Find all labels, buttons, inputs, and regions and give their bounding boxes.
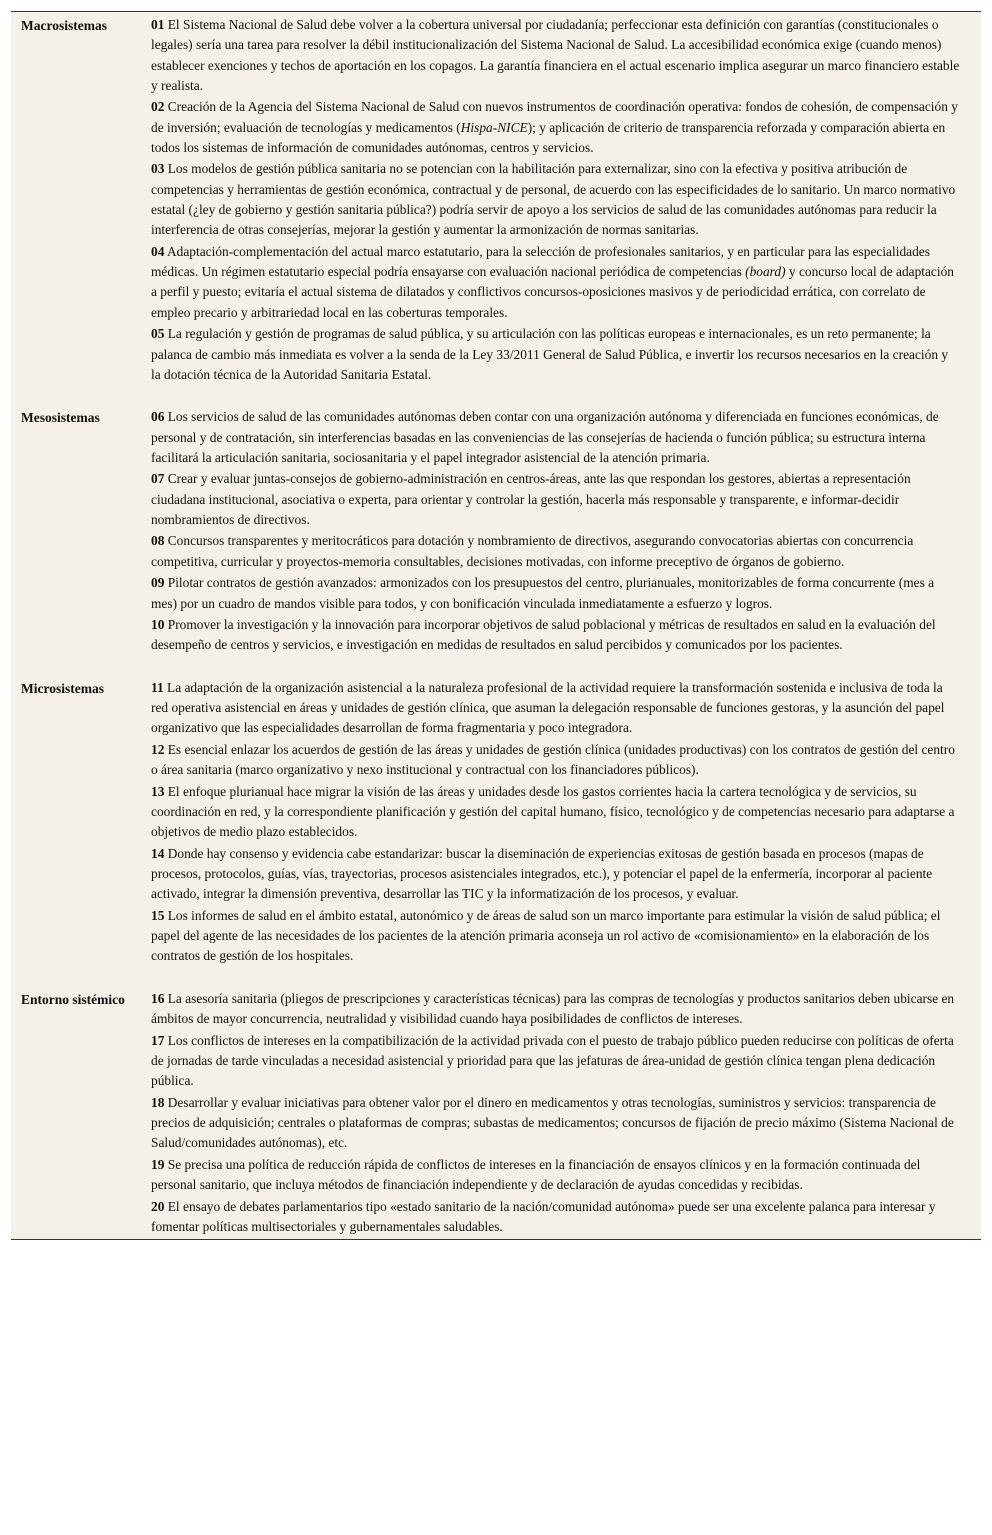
proposal-item [151, 740, 961, 781]
proposal-text: Creación de la Agencia del Sistema Nacional de Salud con nuevos instrumentos de coordinación operativa: fondos de cohesión, de compensación y de inversión; evaluación de tecnologías y medicamentos ( [151, 99, 958, 135]
proposal-text: Los modelos de gestión pública sanitaria no se potencian con la habilitación para externalizar, sino con la efectiva y positiva atribución de competencias y herramientas de gestión económica, contractual y de personal, de acuerdo con las especificidades de lo sanitario. Un marco normativo estatal (¿ley de gobierno y gestión sanitaria pública?) podría servir de apoyo a los servicios de salud de las comunidades autónomas para reducir la interferencia de otras consejerías, mejorar la gestión y aumentar la armonización de normas sanitarias. [151, 161, 956, 238]
proposal-number: 18 [151, 1094, 165, 1110]
proposal-text: Pilotar contratos de gestión avanzados: armonizados con los presupuestos del centro, plurianuales, monitorizables de forma concurrente (mes a mes) por un cuadro de mandos visible para todos, y con bonificación vinculada inmediatamente a esfuerzo y logros. [151, 575, 935, 611]
proposal-text: Se precisa una política de reducción rápida de conflictos de intereses en la financiación de ensayos clínicos y en la formación continuada del personal sanitario, que incluya métodos de financiación independiente y de declaración de ayudas concedidas y recibidas. [151, 1156, 921, 1193]
proposal-text: La adaptación de la organización asistencial a la naturaleza profesional de la actividad requiere la transformación sostenida e inclusiva de toda la red operativa asistencial en áreas y unidades de gestión clínica, que asuman la delegación responsable de funciones gestoras, y la asunción del papel organizativo que las especialidades desarrollan de forma fragmentaria y poco integradora. [151, 679, 945, 736]
proposal-italic-term: Hispa-NICE [460, 119, 528, 135]
proposal-text-cont: ); y aplicación de criterio de transparencia reforzada y comparación abierta en todos los sistemas de información de comunidades autónomas, centros y servicios. [151, 119, 946, 155]
proposal-number: 04 [151, 243, 165, 259]
proposal-number: 20 [151, 1198, 165, 1214]
proposal-item [151, 782, 961, 843]
proposal-item [151, 531, 961, 572]
proposal-text: Promover la investigación y la innovación para incorporar objetivos de salud poblacional y métricas de resultados en salud en la evaluación del desempeño de centros y servicios, e investigación en medidas de resultados en salud percibidos y comunicados por los pacientes. [151, 617, 936, 653]
proposal-item [151, 15, 961, 96]
section-items [151, 15, 981, 386]
proposal-text: El Sistema Nacional de Salud debe volver a la cobertura universal por ciudadanía; perfeccionar esta definición con garantías (constitucionales o legales) sería una tarea para resolver la débil institucionalización del Sistema Nacional de Salud. La accesibilidad económica exige (cuando menos) establecer exenciones y techos de aportación en los copagos. La garantía financiera en el actual escenario implica asegurar un marco financiero estable y realista. [151, 17, 960, 93]
proposal-text: Desarrollar y evaluar iniciativas para obtener valor por el dinero en medicamentos y otras tecnologías, suministros y servicios: transparencia de precios de adquisición; centrales o plataformas de compras; subastas de medicamentos; concursos de fijación de precio máximo (Sistema Nacional de Salud/comunidades autónomas), etc. [151, 1094, 954, 1151]
proposal-item [151, 1093, 961, 1154]
proposal-item [151, 324, 961, 385]
proposal-number: 03 [151, 161, 165, 177]
proposal-italic-term: (board) [745, 264, 786, 280]
section-items [151, 678, 981, 968]
proposal-item [151, 407, 961, 468]
proposal-number: 06 [151, 409, 165, 425]
section-macrosistemas [11, 15, 981, 386]
proposal-item [151, 159, 961, 240]
section-label: Entorno sistémico [21, 991, 125, 1007]
proposal-number: 16 [151, 990, 165, 1006]
proposal-number: 12 [151, 741, 165, 757]
section-mesosistemas [11, 407, 981, 657]
proposals-table [11, 11, 981, 1240]
section-microsistemas [11, 678, 981, 968]
proposal-item [151, 242, 961, 323]
section-label: Mesosistemas [21, 410, 100, 426]
proposal-text: Donde hay consenso y evidencia cabe estandarizar: buscar la diseminación de experiencias exitosas de gestión basada en procesos (mapas de procesos, protocolos, guías, vías, trayectorias, procesos asistenciales integrados, etc.), y potenciar el papel de la enfermería, incorporar al paciente activado, integrar la dimensión preventiva, desarrollar las TIC y la informatización de los procesos, y evaluar. [151, 845, 933, 902]
proposal-number: 01 [151, 17, 165, 32]
proposal-number: 15 [151, 907, 165, 923]
section-items [151, 989, 981, 1239]
proposal-item [151, 469, 961, 530]
proposal-text-cont: y concurso local de adaptación a perfil y puesto; evitaría el actual sistema de dilatados y conflictivos concursos-oposiciones masivos y de periodicidad errática, con correlato de empleo precario y arbitrariedad local en las coberturas temporales. [151, 264, 954, 320]
proposal-number: 05 [151, 326, 165, 342]
proposal-number: 11 [151, 679, 164, 695]
proposal-text: El enfoque plurianual hace migrar la visión de las áreas y unidades desde los gastos corrientes hacia la cartera tecnológica y de servicios, su coordinación en red, y la correspondiente planificación y gestión del capital humano, físico, tecnológico y de competencias necesario para adaptarse a objetivos de medio plazo establecidos. [151, 783, 955, 840]
proposal-number: 10 [151, 617, 165, 632]
proposal-text: Los informes de salud en el ámbito estatal, autonómico y de áreas de salud son un marco importante para estimular la visión de salud pública; el papel del agente de las necesidades de los pacientes de la atención primaria aconseja un rol activo de «comisionamiento» en la elaboración de los contratos de gestión de los hospitales. [151, 907, 941, 964]
proposal-number: 19 [151, 1156, 165, 1172]
proposal-number: 08 [151, 533, 165, 549]
proposal-text: Los servicios de salud de las comunidades autónomas deben contar con una organización autónoma y diferenciada en funciones económicas, de personal y de contratación, sin interferencias basadas en las conveniencias de las consejerías de hacienda o función pública; su estructura interna facilitará la articulación sanitaria, sociosanitaria y el papel integrador asistencial de la atención primaria. [151, 409, 939, 465]
proposal-number: 14 [151, 845, 165, 861]
proposal-number: 02 [151, 99, 165, 115]
proposal-item [151, 989, 961, 1030]
proposal-number: 17 [151, 1032, 165, 1048]
proposal-item [151, 844, 961, 905]
proposal-item [151, 615, 961, 656]
proposal-item [151, 678, 961, 739]
proposal-item [151, 97, 961, 158]
proposal-number: 07 [151, 471, 165, 487]
proposal-number: 13 [151, 783, 165, 799]
proposal-text: Concursos transparentes y meritocráticos para dotación y nombramiento de directivos, asegurando convocatorias abiertas con concurrencia competitiva, curricular y proyectos-memoria consultables, decisiones motivadas, con informe preceptivo de órganos de gobierno. [151, 533, 914, 569]
proposal-text: La regulación y gestión de programas de salud pública, y su articulación con las políticas europeas e internacionales, es un reto permanente; la palanca de cambio más inmediata es volver a la senda de la Ley 33/2011 General de Salud Pública, e invertir los recursos necesarios en la creación y la dotación técnica de la Autoridad Sanitaria Estatal. [151, 326, 949, 382]
proposal-text: El ensayo de debates parlamentarios tipo «estado sanitario de la nación/comunidad autónoma» puede ser una excelente palanca para interesar y fomentar políticas multisectoriales y gubernamentales saludables. [151, 1198, 936, 1234]
proposal-item [151, 1155, 961, 1196]
proposal-text: Adaptación-complementación del actual marco estatutario, para la selección de profesionales sanitarios, y en particular para las especialidades médicas. Un régimen estatutario especial podría ensayarse con evaluación nacional periódica de competencias [151, 243, 930, 280]
section-label: Microsistemas [21, 680, 104, 696]
proposal-item [151, 1197, 961, 1238]
proposal-text: Crear y evaluar juntas-consejos de gobierno-administración en centros-áreas, ante las que respondan los gestores, abiertas a representación ciudadana institucional, asociativa o experta, para orientar y controlar la gestión, hacerla más responsable y transparente, e informar-decidir nombramientos de directivos. [151, 471, 911, 527]
proposal-text: Es esencial enlazar los acuerdos de gestión de las áreas y unidades de gestión clínica (unidades productivas) con los contratos de gestión del centro o área sanitaria (marco organizativo y nexo institucional y contractual con los financiadores públicos). [151, 741, 955, 778]
section-label: Macrosistemas [21, 18, 107, 33]
proposal-text: Los conflictos de intereses en la compatibilización de la actividad privada con el puesto de trabajo público pueden reducirse con políticas de oferta de jornadas de tarde vinculadas a necesidad asistencial y prioridad para que las jefaturas de área-unidad de gestión clínica tengan plena dedicación pública. [151, 1032, 954, 1089]
proposal-text: La asesoría sanitaria (pliegos de prescripciones y características técnicas) para las compras de tecnologías y productos sanitarios deben ubicarse en ámbitos de mayor concurrencia, neutralidad y visibilidad cuando haya posibilidades de conflictos de intereses. [151, 990, 955, 1027]
section-items [151, 407, 981, 657]
section-entorno-sistemico [11, 989, 981, 1239]
proposal-item [151, 1031, 961, 1092]
proposal-number: 09 [151, 575, 165, 591]
proposal-item [151, 573, 961, 614]
proposal-item [151, 906, 961, 967]
